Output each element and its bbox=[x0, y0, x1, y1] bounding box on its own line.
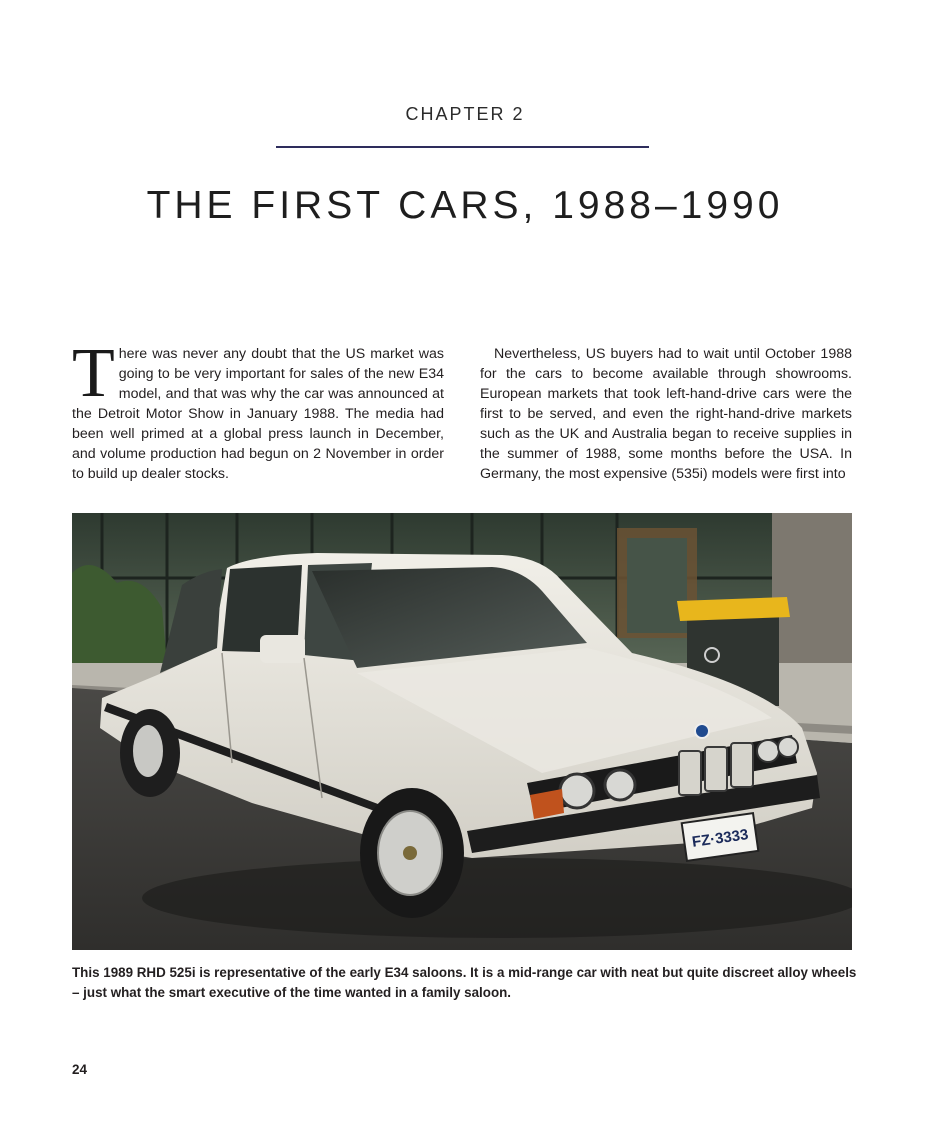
body-column-left bbox=[72, 335, 444, 484]
number-plate-text: FZ·3333 bbox=[690, 826, 750, 851]
headlight-left bbox=[560, 774, 594, 808]
chapter-label: CHAPTER 2 bbox=[405, 104, 525, 124]
bmw-badge bbox=[695, 724, 709, 738]
page-number: 24 bbox=[72, 1062, 88, 1077]
chapter-divider bbox=[276, 146, 649, 148]
photo-caption: This 1989 RHD 525i is representative of the early E34 saloons. It is a mid-range car with neat but quite discreet alloy wheels – just what the smart executive of the time wanted in a family saloon. bbox=[72, 965, 857, 1000]
chapter-title: THE FIRST CARS, 1988–1990 bbox=[146, 184, 784, 227]
drop-cap: T bbox=[72, 335, 115, 412]
body-paragraph-left: here was never any doubt that the US market was going to be very important for sales of the new E34 model, and that was why the car was announced at the Detroit Motor Show in January 1988. The media had been well primed at a global press launch in December, and volume production had begun on 2 November in order to build up dealer stocks. bbox=[72, 346, 444, 482]
body-column-right bbox=[480, 344, 852, 484]
kidney-grille bbox=[679, 743, 753, 795]
car-photo bbox=[72, 513, 852, 950]
body-paragraph-right: Nevertheless, US buyers had to wait until October 1988 for the cars to become available through showrooms. European markets that took left-hand-drive cars were the first to be served, and even the right-hand-drive markets such as the UK and Australia began to receive supplies in the summer of 1988, some months before the USA. In Germany, the most expensive (535i) models were first into bbox=[480, 346, 852, 482]
